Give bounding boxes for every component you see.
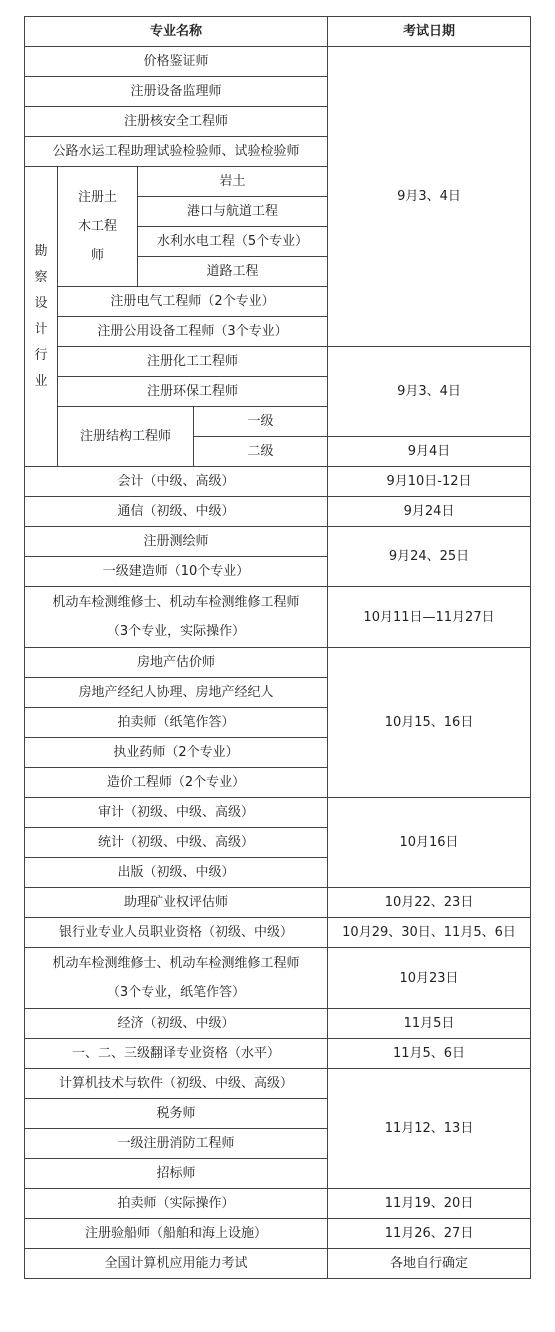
table-row [25, 798, 531, 828]
exam-date-cell: 11月26、27日 [328, 1219, 531, 1249]
exam-name-cell: 注册电气工程师（2个专业） [58, 287, 328, 317]
exam-name-line: （3个专业，纸笔作答） [106, 985, 246, 1000]
exam-name-cell: 执业药师（2个专业） [25, 738, 328, 768]
table-row [25, 47, 531, 77]
table-row [25, 948, 531, 1009]
civil-engineer-group-cell [58, 167, 138, 287]
exam-date-cell: 9月24、25日 [328, 527, 531, 587]
exam-name-cell: 造价工程师（2个专业） [25, 768, 328, 798]
exam-name-cell: 会计（中级、高级） [25, 467, 328, 497]
exam-name-cell: 注册环保工程师 [58, 377, 328, 407]
exam-date-cell: 9月4日 [328, 437, 531, 467]
exam-name-cell: 房地产估价师 [25, 648, 328, 678]
survey-design-group-label: 勘察设计行业 [34, 243, 48, 389]
table-row [25, 347, 531, 377]
exam-date-cell: 10月29、30日、11月5、6日 [328, 918, 531, 948]
civil-engineer-group-label: 注册土木工程师 [77, 190, 117, 263]
exam-name-line: 机动车检测维修士、机动车检测维修工程师 [52, 956, 300, 971]
exam-name-line: （3个专业，实际操作） [106, 624, 246, 639]
exam-name-cell: 一级 [194, 407, 328, 437]
exam-name-line: 机动车检测维修士、机动车检测维修工程师 [52, 595, 300, 610]
exam-name-cell: 全国计算机应用能力考试 [25, 1249, 328, 1279]
column-header-date: 考试日期 [328, 17, 531, 47]
exam-name-cell: 通信（初级、中级） [25, 497, 328, 527]
exam-name-cell: 注册设备监理师 [25, 77, 328, 107]
structural-engineer-group-cell: 注册结构工程师 [58, 407, 194, 467]
exam-name-cell: 水利水电工程（5个专业） [138, 227, 328, 257]
table-row [25, 1039, 531, 1069]
exam-schedule-container [24, 16, 531, 1279]
exam-name-cell: 拍卖师（实际操作） [25, 1189, 328, 1219]
exam-name-cell: 审计（初级、中级、高级） [25, 798, 328, 828]
table-row [25, 587, 531, 648]
table-row [25, 1189, 531, 1219]
exam-name-cell: 拍卖师（纸笔作答） [25, 708, 328, 738]
exam-date-cell: 9月10日-12日 [328, 467, 531, 497]
exam-date-cell: 9月3、4日 [328, 347, 531, 437]
table-row [25, 1069, 531, 1099]
exam-date-cell: 9月24日 [328, 497, 531, 527]
table-row [25, 1009, 531, 1039]
exam-date-cell: 11月5、6日 [328, 1039, 531, 1069]
exam-name-cell: 经济（初级、中级） [25, 1009, 328, 1039]
exam-date-cell: 11月12、13日 [328, 1069, 531, 1189]
exam-name-cell: 注册核安全工程师 [25, 107, 328, 137]
table-row [25, 497, 531, 527]
table-header-row [25, 17, 531, 47]
table-row [25, 888, 531, 918]
exam-name-cell: 注册测绘师 [25, 527, 328, 557]
exam-name-cell: 统计（初级、中级、高级） [25, 828, 328, 858]
exam-name-cell: 道路工程 [138, 257, 328, 287]
table-row [25, 918, 531, 948]
exam-date-cell: 11月19、20日 [328, 1189, 531, 1219]
exam-name-cell: 计算机技术与软件（初级、中级、高级） [25, 1069, 328, 1099]
exam-name-cell: 招标师 [25, 1159, 328, 1189]
exam-name-cell: 银行业专业人员职业资格（初级、中级） [25, 918, 328, 948]
exam-date-cell: 11月5日 [328, 1009, 531, 1039]
exam-name-cell: 一级注册消防工程师 [25, 1129, 328, 1159]
exam-name-cell [25, 948, 328, 1009]
exam-name-cell: 二级 [194, 437, 328, 467]
survey-design-group-cell [25, 167, 58, 467]
exam-name-cell: 岩土 [138, 167, 328, 197]
exam-name-cell: 助理矿业权评估师 [25, 888, 328, 918]
exam-name-cell: 注册验船师（船舶和海上设施） [25, 1219, 328, 1249]
table-row [25, 527, 531, 557]
exam-date-cell: 各地自行确定 [328, 1249, 531, 1279]
table-row [25, 1249, 531, 1279]
exam-name-cell: 公路水运工程助理试验检验师、试验检验师 [25, 137, 328, 167]
exam-name-cell: 港口与航道工程 [138, 197, 328, 227]
exam-schedule-table [24, 16, 531, 1279]
exam-date-cell: 10月22、23日 [328, 888, 531, 918]
exam-date-cell: 10月11日—11月27日 [328, 587, 531, 648]
exam-name-cell [25, 587, 328, 648]
exam-date-cell: 10月15、16日 [328, 648, 531, 798]
table-row [25, 648, 531, 678]
table-row [25, 1219, 531, 1249]
exam-date-cell: 9月3、4日 [328, 47, 531, 347]
exam-date-cell: 10月16日 [328, 798, 531, 888]
exam-name-cell: 注册公用设备工程师（3个专业） [58, 317, 328, 347]
exam-date-cell: 10月23日 [328, 948, 531, 1009]
exam-name-cell: 一、二、三级翻译专业资格（水平） [25, 1039, 328, 1069]
table-row [25, 467, 531, 497]
exam-name-cell: 注册化工工程师 [58, 347, 328, 377]
exam-name-cell: 价格鉴证师 [25, 47, 328, 77]
exam-name-cell: 出版（初级、中级） [25, 858, 328, 888]
exam-name-cell: 税务师 [25, 1099, 328, 1129]
exam-name-cell: 一级建造师（10个专业） [25, 557, 328, 587]
column-header-name: 专业名称 [25, 17, 328, 47]
exam-name-cell: 房地产经纪人协理、房地产经纪人 [25, 678, 328, 708]
